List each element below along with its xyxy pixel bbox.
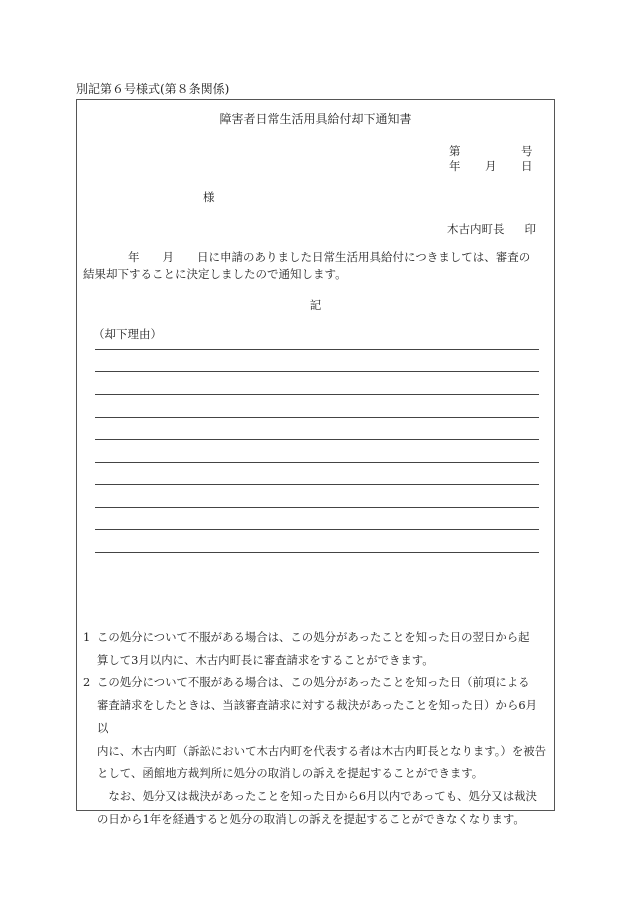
document-title: 障害者日常生活用具給付却下通知書: [219, 112, 412, 126]
note-line: 審査請求をしたときは、当該審査請求に対する裁決があったことを知った日）から6月以: [97, 698, 537, 735]
note-number: 1: [83, 630, 91, 644]
reason-rule-line: [95, 462, 539, 463]
rejection-reason-label: （却下理由）: [93, 327, 162, 341]
reason-rule-line: [95, 529, 539, 530]
reason-rule-line: [95, 394, 539, 395]
date-day: 日: [521, 159, 533, 173]
sender: [447, 221, 536, 237]
note-supplement: [83, 785, 548, 830]
reason-rule-line: [95, 507, 539, 508]
reason-rule-line: [95, 371, 539, 372]
body-line-2: 結果却下することに決定しましたので通知します。: [83, 267, 347, 281]
seal-mark: 印: [524, 222, 536, 236]
note-line: 算して3月以内に、木古内町長に審査請求をすることができます。: [97, 652, 434, 667]
note-line: として、函館地方裁判所に処分の取消しの訴えを提起することができます。: [97, 766, 484, 781]
body-line-1: 年 月 日に申請のありました日常生活用具給付につきましては、審査の: [128, 250, 531, 264]
note-line: この処分について不服がある場合は、この処分があったことを知った日（前項による: [97, 675, 530, 690]
reason-rule-line: [95, 552, 539, 553]
sender-name: 木古内町長: [447, 222, 505, 236]
note-number: 2: [83, 675, 91, 690]
note-supplement-line-2: の日から1年を経過すると処分の取消しの訴えを提起することができなくなります。: [97, 811, 525, 826]
reason-rule-line: [95, 439, 539, 440]
note-supplement-line-1: なお、処分又は裁決があったことを知った日から6月以内であっても、処分又は裁決: [97, 788, 537, 803]
date-month: 月: [485, 159, 497, 173]
notes-section: [83, 626, 548, 830]
notice-frame: [76, 99, 555, 826]
note-line: この処分について不服がある場合は、この処分があったことを知った日の翌日から起: [97, 630, 530, 644]
reason-rule-line: [95, 484, 539, 485]
date-year: 年: [449, 159, 461, 173]
note-item-1: [83, 626, 548, 671]
addressee-suffix: 様: [203, 190, 215, 204]
reason-rule-line: [95, 417, 539, 418]
doc-number-suffix: 号: [521, 144, 533, 158]
doc-number-prefix: 第: [449, 144, 461, 158]
ki-heading: 記: [309, 298, 322, 312]
note-line: 内に、木古内町（訴訟において木古内町を代表する者は木古内町長となります。）を被告: [97, 743, 547, 758]
reason-rule-line: [95, 349, 539, 350]
form-label: 別記第６号様式(第８条関係): [76, 82, 230, 96]
notice-body: [83, 249, 548, 283]
note-item-2: [83, 671, 548, 785]
